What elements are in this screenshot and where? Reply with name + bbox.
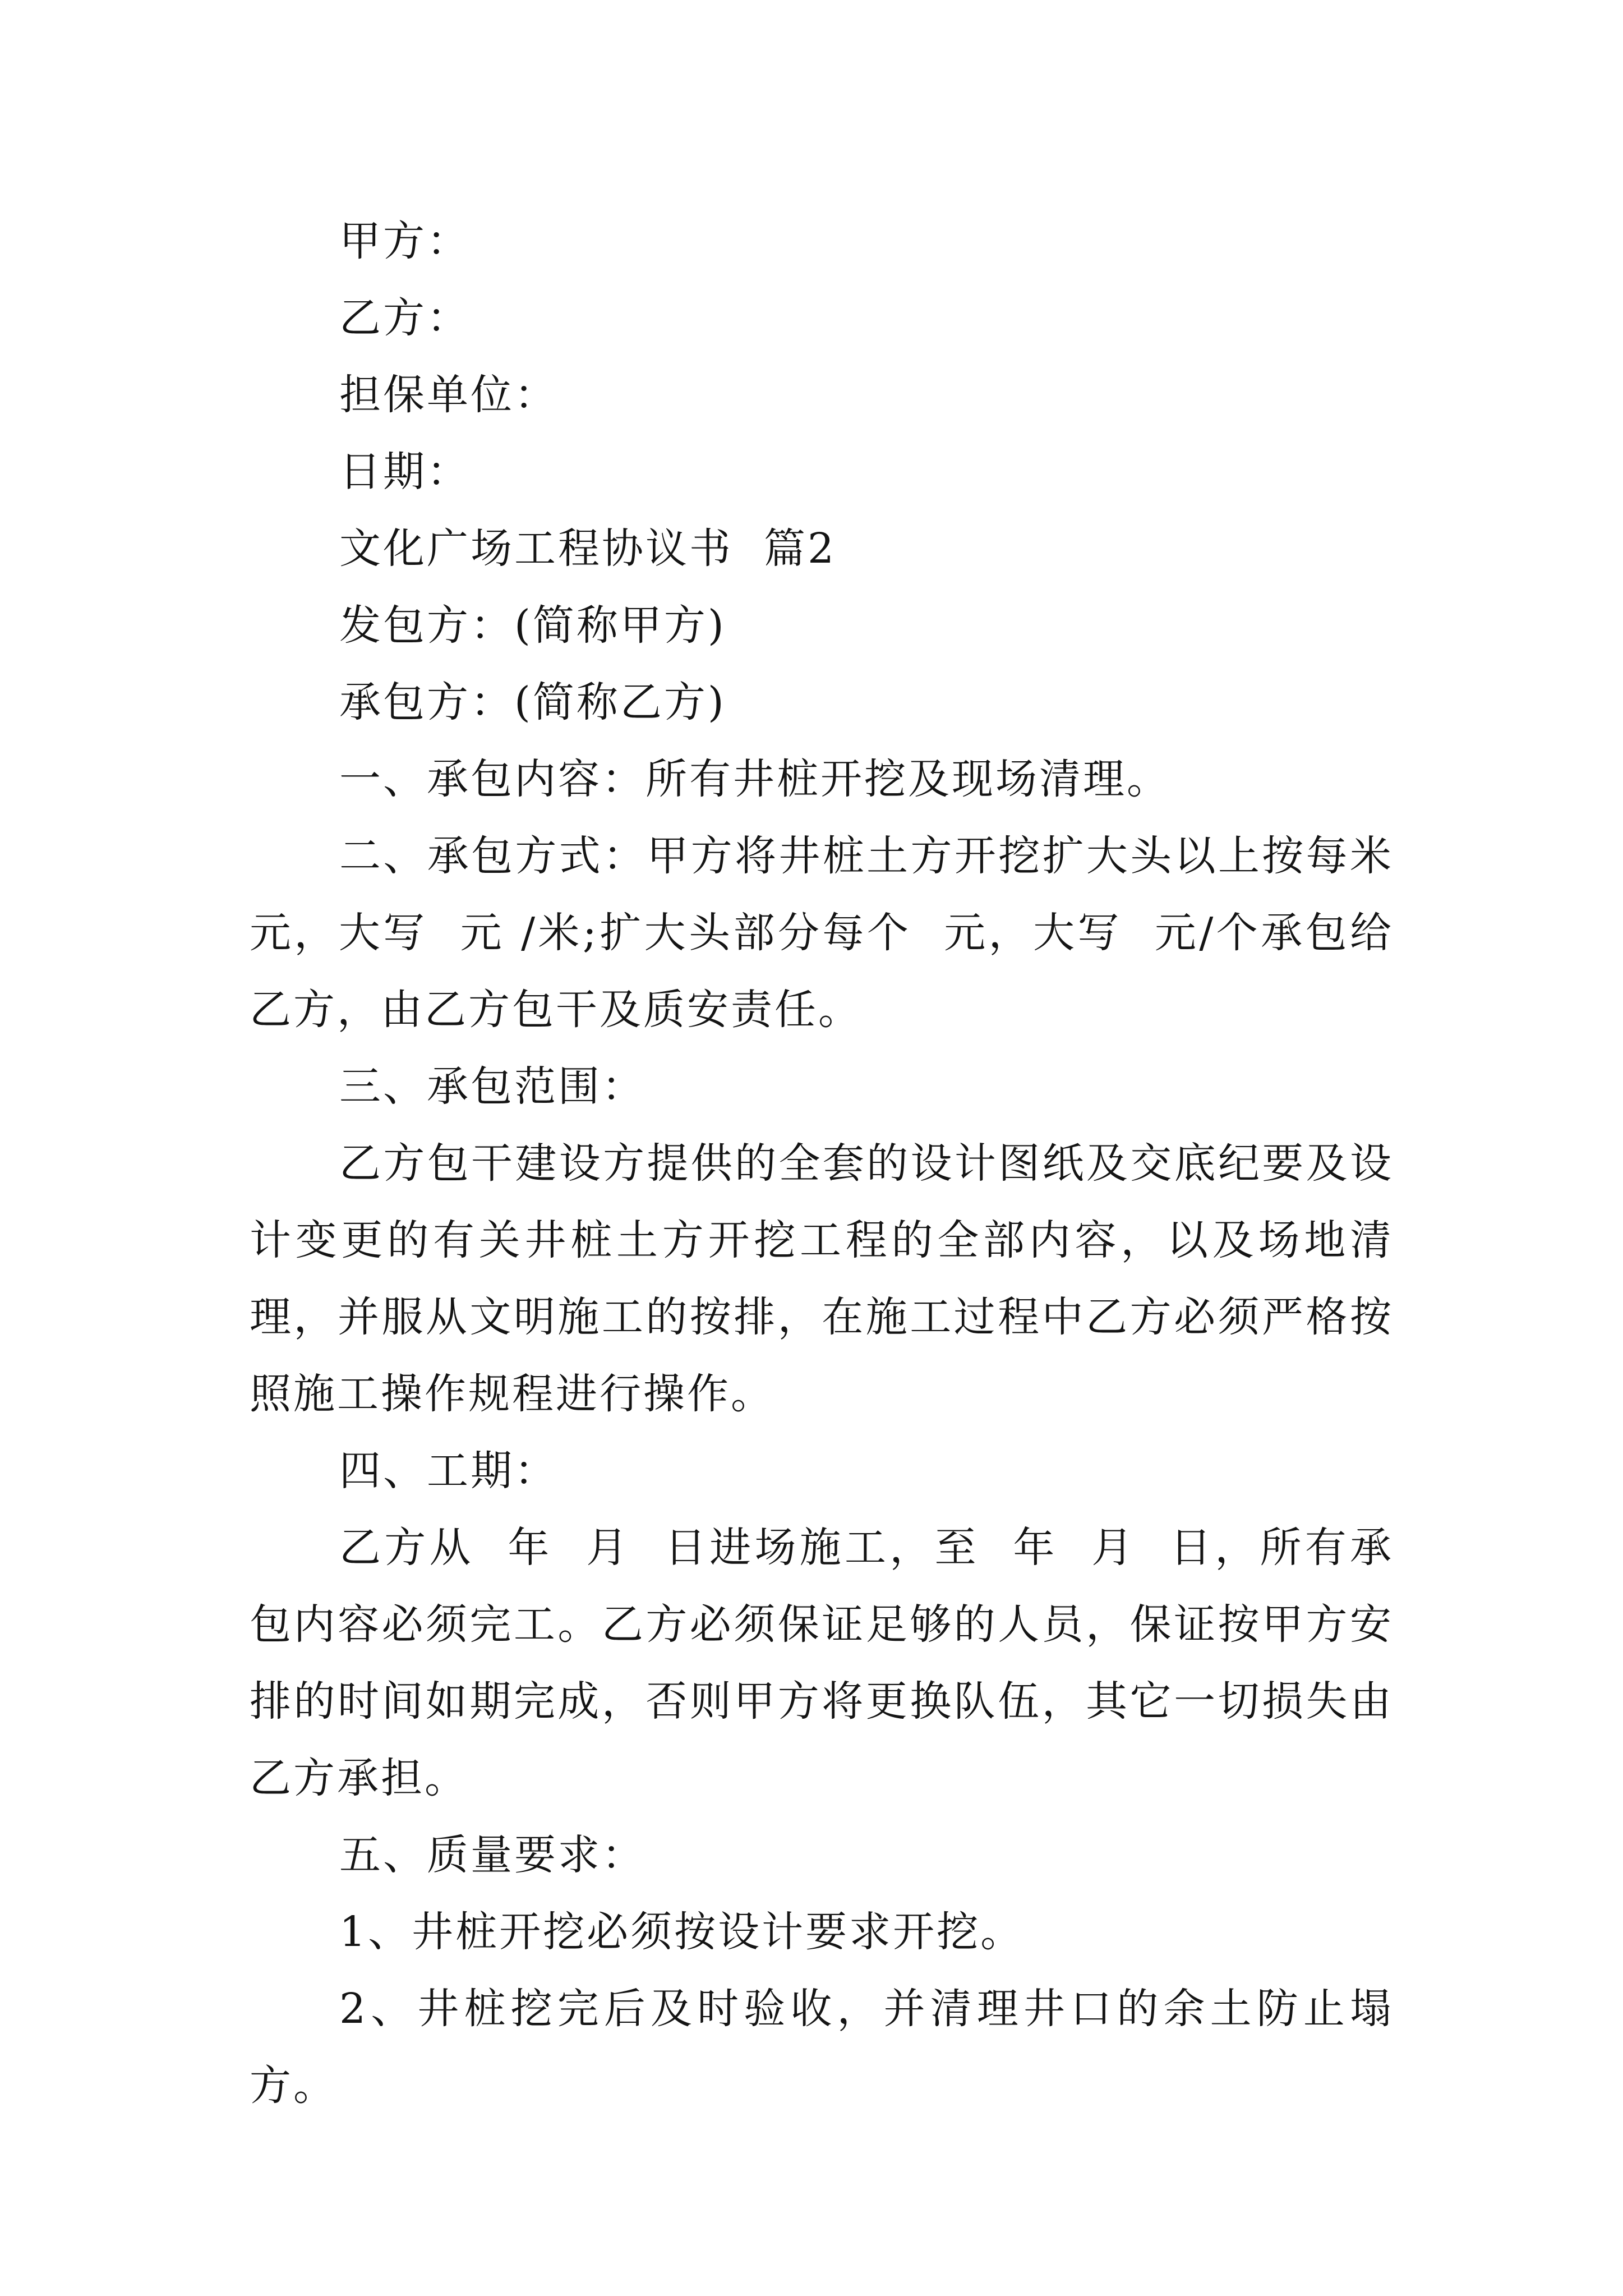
employer-line: 发包方：(简称甲方) (339, 601, 726, 650)
clause-4-heading: 四、工期： (339, 1447, 558, 1495)
clause-5-item-1: 1、井桩开挖必须按设计要求开挖。 (339, 1908, 1025, 1956)
clause-1-scope-content: 一、承包内容：所有井桩开挖及现场清理。 (339, 755, 1170, 803)
document-body (250, 203, 1409, 2124)
contractor-line: 承包方：(简称乙方) (339, 678, 726, 726)
guarantor-line: 担保单位： (339, 371, 558, 419)
clause-3-heading: 三、承包范围： (339, 1062, 645, 1111)
clause-4-body: 乙方从 年 月 日进场施工，至 年 月 日，所有承包内容必须完工。乙方必须保证足够的人员，保证按甲方安排的时间如期完成，否则甲方将更换队伍，其它一切损失由乙方承担。 (250, 1524, 1394, 1802)
party-a-line: 甲方： (339, 217, 471, 265)
clause-2-contract-method: 二、承包方式：甲方将井桩土方开挖扩大头以上按每米 元，大写 元 /米;扩大头部分每个 元，大写 元/个承包给乙方，由乙方包干及质安责任。 (250, 832, 1409, 1034)
date-line: 日期： (339, 448, 471, 496)
clause-5-heading: 五、质量要求： (339, 1831, 645, 1879)
clause-3-body: 乙方包干建设方提供的全套的设计图纸及交底纪要及设计变更的有关井桩土方开挖工程的全部内容，以及场地清理，并服从文明施工的按排，在施工过程中乙方必须严格按照施工操作规程进行操作。 (250, 1139, 1394, 1418)
party-b-line: 乙方： (339, 294, 471, 342)
agreement-title: 文化广场工程协议书 篇2 (339, 524, 837, 573)
clause-5-item-2: 2、井桩挖完后及时验收，并清理井口的余土防止塌方。 (250, 1985, 1394, 2110)
